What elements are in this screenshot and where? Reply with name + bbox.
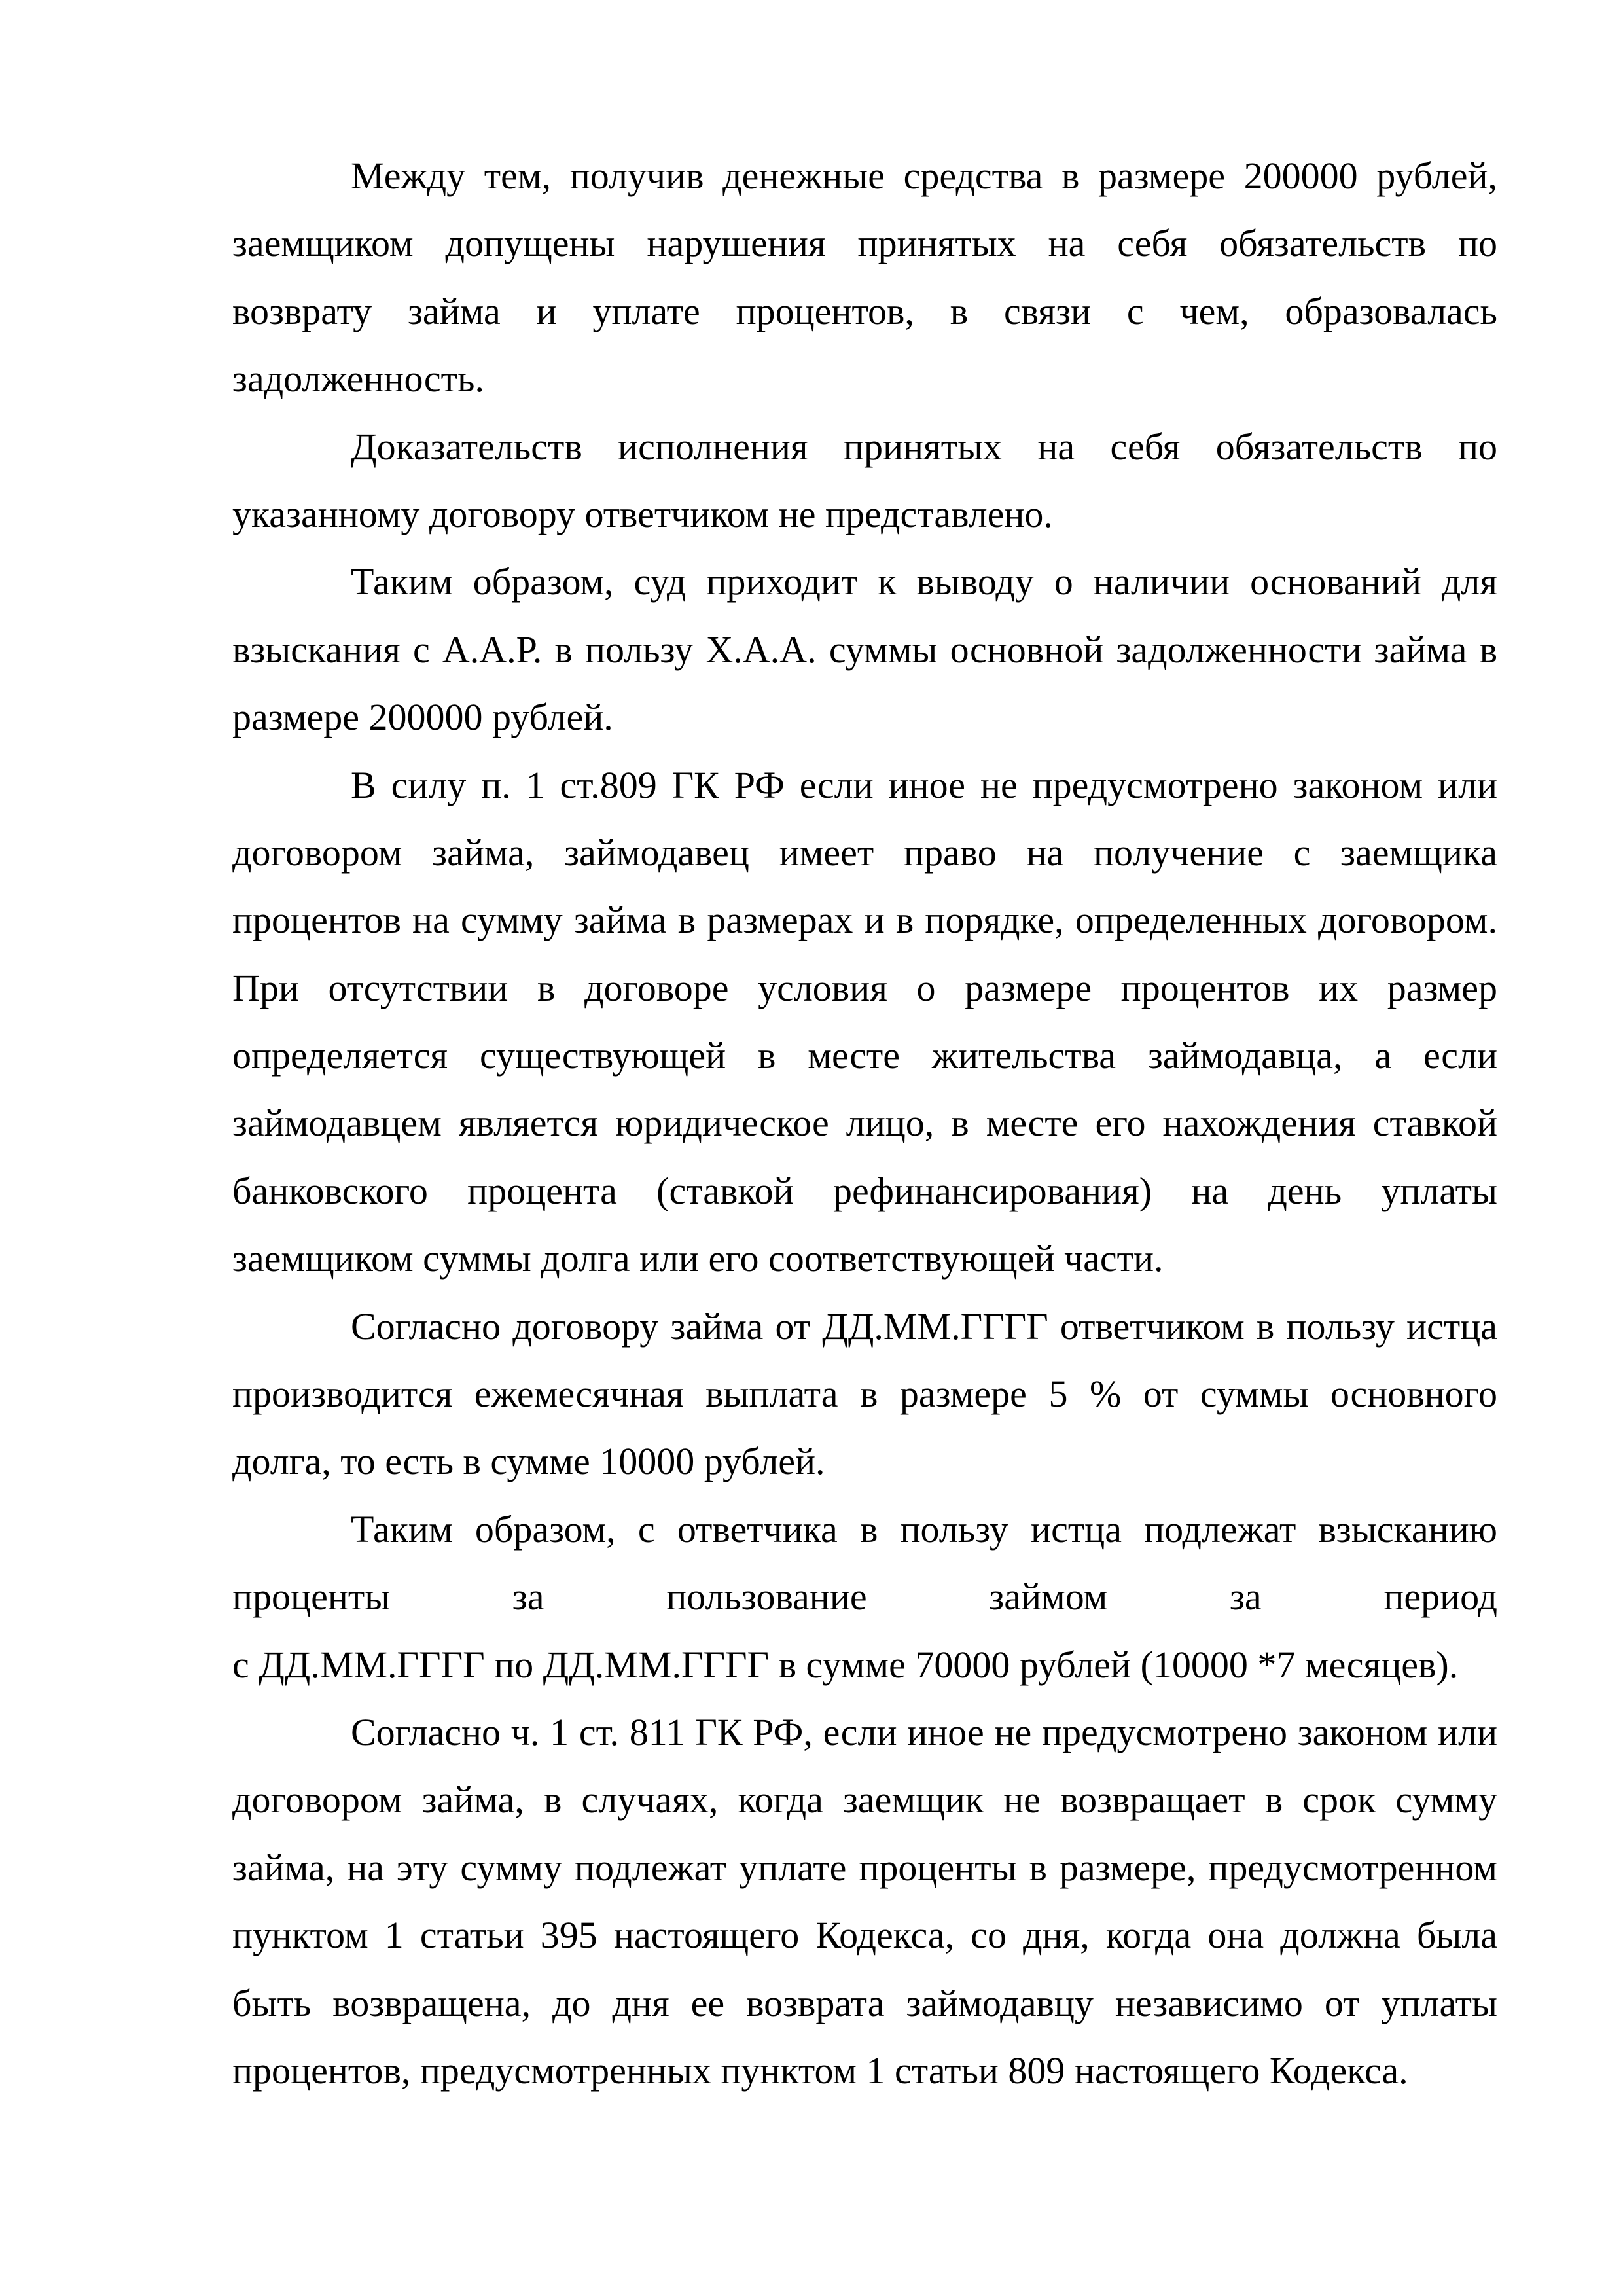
paragraph	[232, 548, 1497, 751]
text-line: взыскания с А.А.Р. в пользу Х.А.А. суммы основной задолженности займа в	[232, 628, 1497, 671]
paragraph	[232, 751, 1497, 1293]
text-line: банковского процента (ставкой рефинансирования) на день уплаты	[232, 1169, 1497, 1212]
paragraph	[232, 142, 1497, 413]
paragraph	[232, 1496, 1497, 1698]
paragraph	[232, 413, 1497, 548]
text-line: размере 200000 рублей.	[232, 696, 613, 739]
text-line: задолженность.	[232, 357, 484, 401]
text-line: Согласно договору займа от ДД.ММ.ГГГГ ответчиком в пользу истца	[351, 1304, 1497, 1348]
text-line: процентов, предусмотренных пунктом 1 статьи 809 настоящего Кодекса.	[232, 2049, 1408, 2092]
text-line: определяется существующей в месте жительства займодавца, а если	[232, 1034, 1497, 1077]
text-line: пунктом 1 статьи 395 настоящего Кодекса, со дня, когда она должна была	[232, 1914, 1497, 1957]
text-line: указанному договору ответчиком не представлено.	[232, 492, 1053, 535]
text-line: быть возвращена, до дня ее возврата займодавцу независимо от уплаты	[232, 1981, 1497, 2024]
text-line: Таким образом, суд приходит к выводу о наличии оснований для	[351, 560, 1497, 603]
paragraph	[232, 1293, 1497, 1496]
text-line: займодавцем является юридическое лицо, в месте его нахождения ставкой	[232, 1102, 1497, 1145]
text-line: Согласно ч. 1 ст. 811 ГК РФ, если иное не предусмотрено законом или	[351, 1710, 1497, 1753]
text-line: договором займа, в случаях, когда заемщик не возвращает в срок сумму	[232, 1778, 1497, 1821]
text-line: проценты за пользование займом за период	[232, 1575, 1497, 1619]
text-line: возврату займа и уплате процентов, в связи с чем, образовалась	[232, 289, 1497, 332]
text-line: Таким образом, с ответчика в пользу истца подлежат взысканию	[351, 1507, 1497, 1551]
text-line: заемщиком суммы долга или его соответствующей части.	[232, 1237, 1164, 1280]
text-line: производится ежемесячная выплата в размере 5 % от суммы основного	[232, 1372, 1497, 1416]
text-line: В силу п. 1 ст.809 ГК РФ если иное не предусмотрено законом или	[351, 763, 1497, 806]
text-line: При отсутствии в договоре условия о размере процентов их размер	[232, 966, 1497, 1009]
text-line: договором займа, займодавец имеет право на получение с заемщика	[232, 831, 1497, 874]
text-line: с ДД.ММ.ГГГГ по ДД.ММ.ГГГГ в сумме 70000 рублей (10000 *7 месяцев).	[232, 1643, 1459, 1686]
text-block	[232, 142, 1497, 2104]
text-line: Доказательств исполнения принятых на себя обязательств по	[351, 425, 1497, 468]
text-line: Между тем, получив денежные средства в размере 200000 рублей,	[351, 154, 1497, 197]
text-line: займа, на эту сумму подлежат уплате проценты в размере, предусмотренном	[232, 1846, 1497, 1889]
text-line: заемщиком допущены нарушения принятых на себя обязательств по	[232, 222, 1497, 265]
text-line: процентов на сумму займа в размерах и в порядке, определенных договором.	[232, 899, 1497, 942]
text-line: долга, то есть в сумме 10000 рублей.	[232, 1440, 825, 1483]
paragraph	[232, 1698, 1497, 2104]
